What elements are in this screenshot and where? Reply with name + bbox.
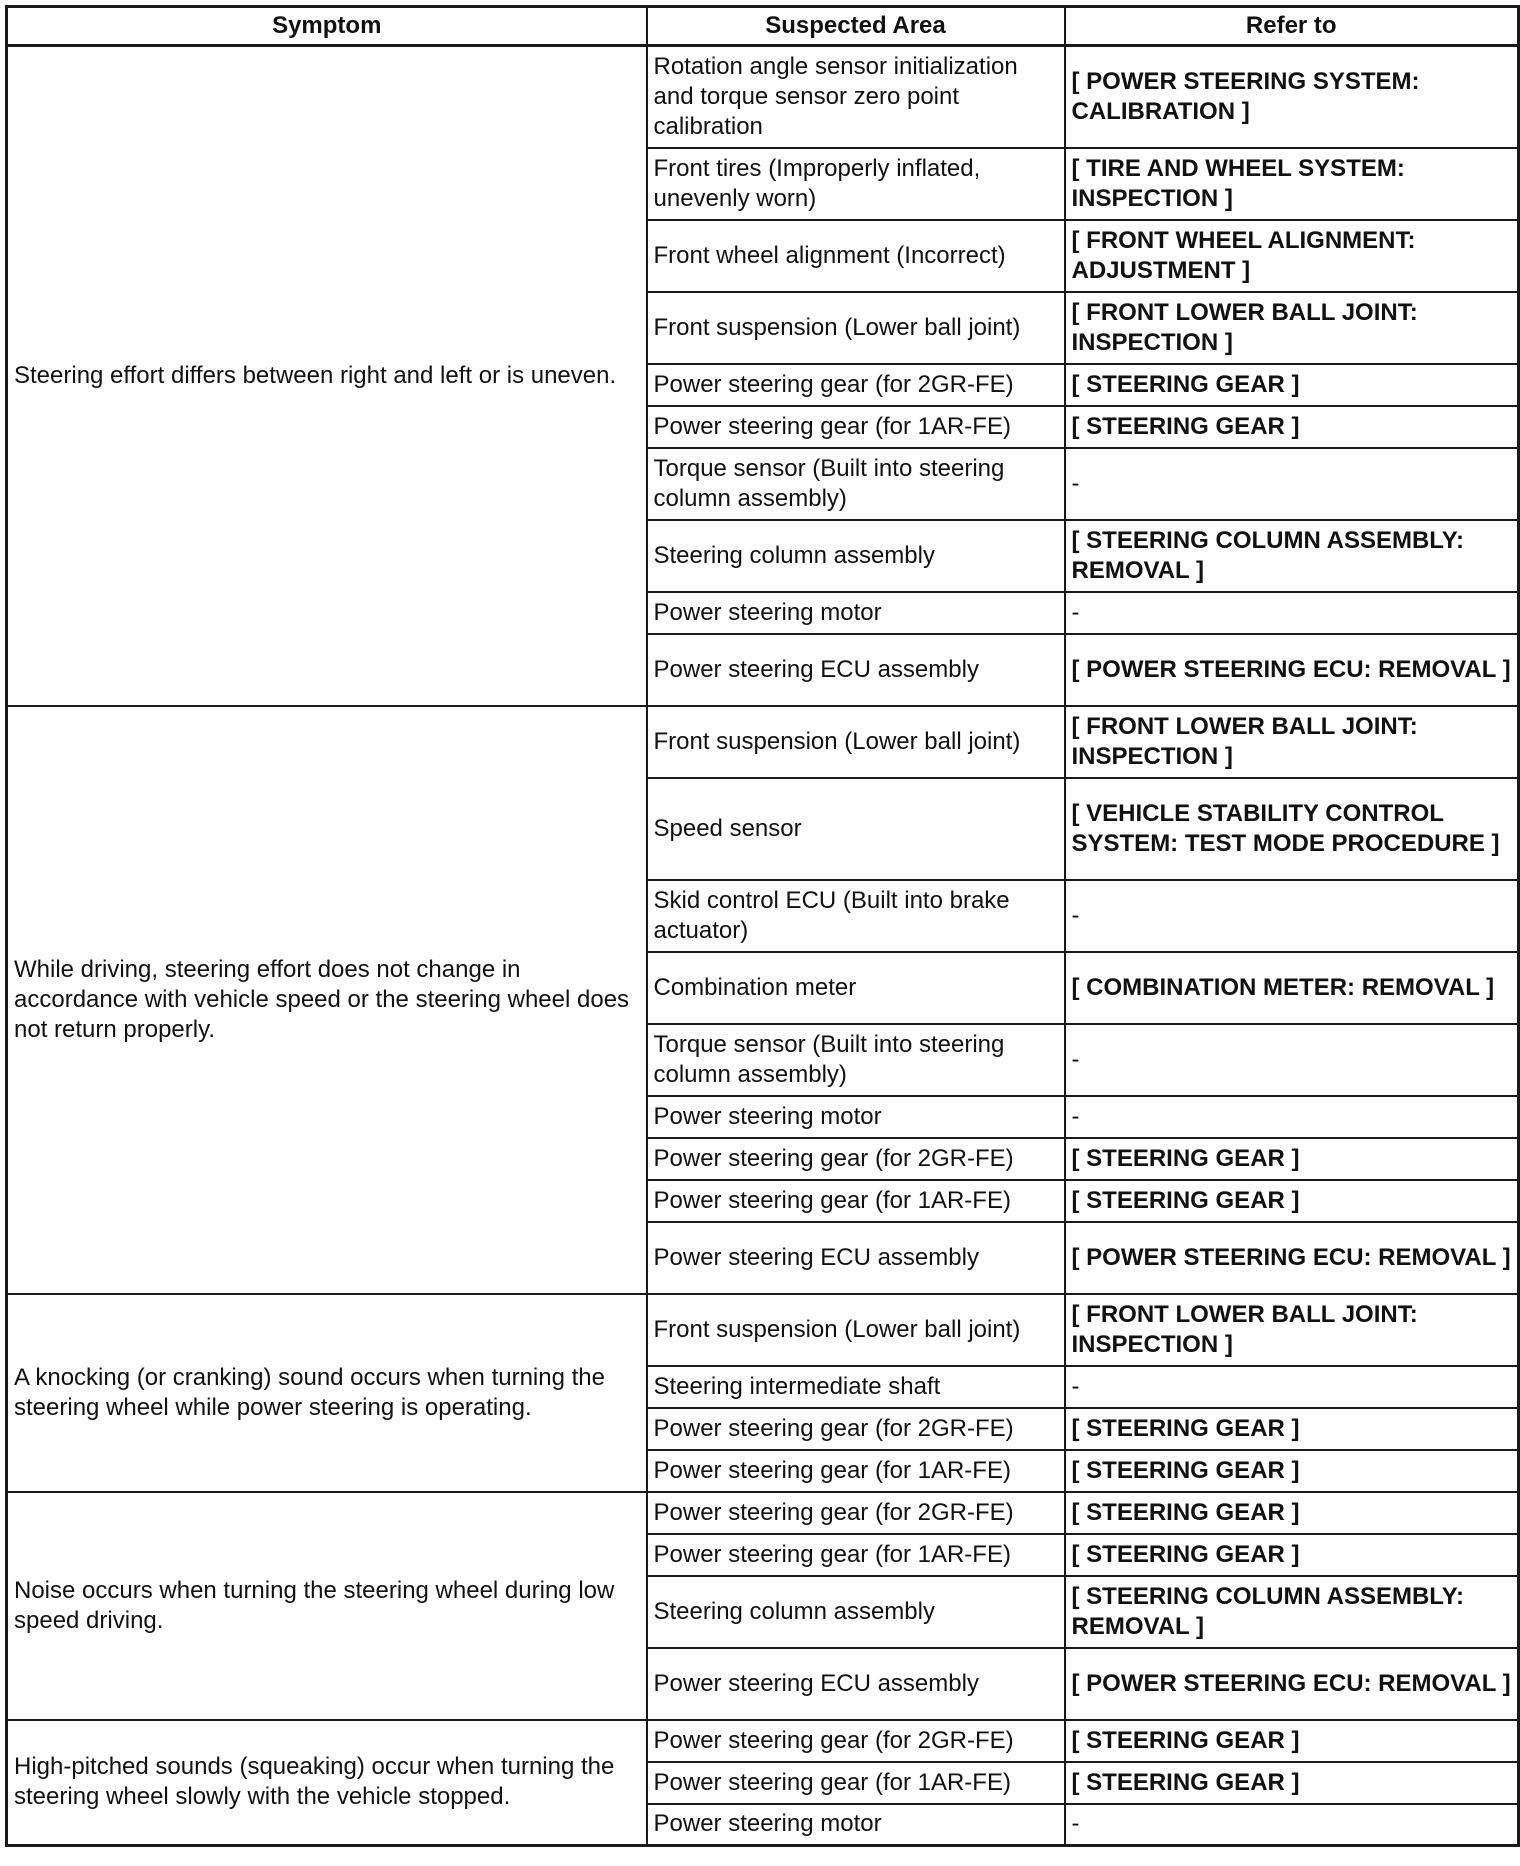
suspected-area-cell: Power steering ECU assembly	[647, 634, 1065, 706]
refer-to-cell: [ STEERING GEAR ]	[1065, 1720, 1519, 1762]
refer-to-cell: [ FRONT WHEEL ALIGNMENT: ADJUSTMENT ]	[1065, 220, 1519, 292]
refer-to-cell: [ STEERING GEAR ]	[1065, 1492, 1519, 1534]
trouble-table-wrapper	[5, 5, 1517, 1847]
suspected-area-cell: Speed sensor	[647, 778, 1065, 880]
header-row	[7, 7, 1519, 46]
refer-to-cell: [ STEERING GEAR ]	[1065, 1138, 1519, 1180]
suspected-area-cell: Steering column assembly	[647, 1576, 1065, 1648]
refer-to-cell: [ STEERING COLUMN ASSEMBLY: REMOVAL ]	[1065, 1576, 1519, 1648]
header-suspected-area: Suspected Area	[647, 7, 1065, 46]
symptom-cell: Steering effort differs between right and left or is uneven.	[7, 46, 647, 706]
refer-to-cell: [ POWER STEERING ECU: REMOVAL ]	[1065, 1648, 1519, 1720]
header-refer-to: Refer to	[1065, 7, 1519, 46]
suspected-area-cell: Power steering gear (for 1AR-FE)	[647, 1450, 1065, 1492]
suspected-area-cell: Front suspension (Lower ball joint)	[647, 292, 1065, 364]
suspected-area-cell: Torque sensor (Built into steering column assembly)	[647, 448, 1065, 520]
suspected-area-cell: Power steering ECU assembly	[647, 1222, 1065, 1294]
table-row	[7, 1492, 1519, 1534]
suspected-area-cell: Power steering ECU assembly	[647, 1648, 1065, 1720]
refer-to-cell: [ POWER STEERING SYSTEM: CALIBRATION ]	[1065, 46, 1519, 148]
refer-to-cell: [ STEERING GEAR ]	[1065, 406, 1519, 448]
table-row	[7, 706, 1519, 778]
refer-to-cell: [ STEERING GEAR ]	[1065, 1450, 1519, 1492]
refer-to-cell: -	[1065, 880, 1519, 952]
refer-to-cell: [ POWER STEERING ECU: REMOVAL ]	[1065, 634, 1519, 706]
suspected-area-cell: Rotation angle sensor initialization and torque sensor zero point calibration	[647, 46, 1065, 148]
problem-symptoms-table	[5, 5, 1520, 1847]
refer-to-cell: [ FRONT LOWER BALL JOINT: INSPECTION ]	[1065, 292, 1519, 364]
suspected-area-cell: Steering intermediate shaft	[647, 1366, 1065, 1408]
refer-to-cell: [ VEHICLE STABILITY CONTROL SYSTEM: TEST MODE PROCEDURE ]	[1065, 778, 1519, 880]
symptom-cell: A knocking (or cranking) sound occurs when turning the steering wheel while power steering is operating.	[7, 1294, 647, 1492]
refer-to-cell: -	[1065, 1096, 1519, 1138]
symptom-cell: Noise occurs when turning the steering wheel during low speed driving.	[7, 1492, 647, 1720]
refer-to-cell: [ FRONT LOWER BALL JOINT: INSPECTION ]	[1065, 706, 1519, 778]
refer-to-cell: [ STEERING GEAR ]	[1065, 1408, 1519, 1450]
refer-to-cell: [ STEERING GEAR ]	[1065, 1180, 1519, 1222]
suspected-area-cell: Power steering gear (for 2GR-FE)	[647, 1720, 1065, 1762]
suspected-area-cell: Front suspension (Lower ball joint)	[647, 1294, 1065, 1366]
suspected-area-cell: Power steering gear (for 2GR-FE)	[647, 1138, 1065, 1180]
refer-to-cell: [ POWER STEERING ECU: REMOVAL ]	[1065, 1222, 1519, 1294]
suspected-area-cell: Torque sensor (Built into steering column assembly)	[647, 1024, 1065, 1096]
suspected-area-cell: Front suspension (Lower ball joint)	[647, 706, 1065, 778]
suspected-area-cell: Power steering gear (for 1AR-FE)	[647, 1180, 1065, 1222]
suspected-area-cell: Skid control ECU (Built into brake actuator)	[647, 880, 1065, 952]
refer-to-cell: -	[1065, 448, 1519, 520]
suspected-area-cell: Power steering gear (for 1AR-FE)	[647, 1762, 1065, 1804]
suspected-area-cell: Front tires (Improperly inflated, unevenly worn)	[647, 148, 1065, 220]
symptom-cell: High-pitched sounds (squeaking) occur when turning the steering wheel slowly with the vehicle stopped.	[7, 1720, 647, 1846]
suspected-area-cell: Power steering motor	[647, 1096, 1065, 1138]
suspected-area-cell: Power steering motor	[647, 1804, 1065, 1846]
refer-to-cell: -	[1065, 1024, 1519, 1096]
suspected-area-cell: Steering column assembly	[647, 520, 1065, 592]
refer-to-cell: [ COMBINATION METER: REMOVAL ]	[1065, 952, 1519, 1024]
header-symptom: Symptom	[7, 7, 647, 46]
suspected-area-cell: Power steering gear (for 2GR-FE)	[647, 1408, 1065, 1450]
refer-to-cell: [ STEERING GEAR ]	[1065, 364, 1519, 406]
suspected-area-cell: Power steering motor	[647, 592, 1065, 634]
suspected-area-cell: Combination meter	[647, 952, 1065, 1024]
suspected-area-cell: Power steering gear (for 1AR-FE)	[647, 406, 1065, 448]
refer-to-cell: [ STEERING GEAR ]	[1065, 1534, 1519, 1576]
suspected-area-cell: Front wheel alignment (Incorrect)	[647, 220, 1065, 292]
refer-to-cell: -	[1065, 592, 1519, 634]
table-body	[7, 46, 1519, 1846]
refer-to-cell: [ STEERING GEAR ]	[1065, 1762, 1519, 1804]
suspected-area-cell: Power steering gear (for 2GR-FE)	[647, 364, 1065, 406]
table-row	[7, 1294, 1519, 1366]
refer-to-cell: -	[1065, 1804, 1519, 1846]
refer-to-cell: [ STEERING COLUMN ASSEMBLY: REMOVAL ]	[1065, 520, 1519, 592]
suspected-area-cell: Power steering gear (for 2GR-FE)	[647, 1492, 1065, 1534]
refer-to-cell: -	[1065, 1366, 1519, 1408]
table-row	[7, 46, 1519, 148]
refer-to-cell: [ TIRE AND WHEEL SYSTEM: INSPECTION ]	[1065, 148, 1519, 220]
suspected-area-cell: Power steering gear (for 1AR-FE)	[647, 1534, 1065, 1576]
symptom-cell: While driving, steering effort does not change in accordance with vehicle speed or the steering wheel does not return properly.	[7, 706, 647, 1294]
table-row	[7, 1720, 1519, 1762]
refer-to-cell: [ FRONT LOWER BALL JOINT: INSPECTION ]	[1065, 1294, 1519, 1366]
